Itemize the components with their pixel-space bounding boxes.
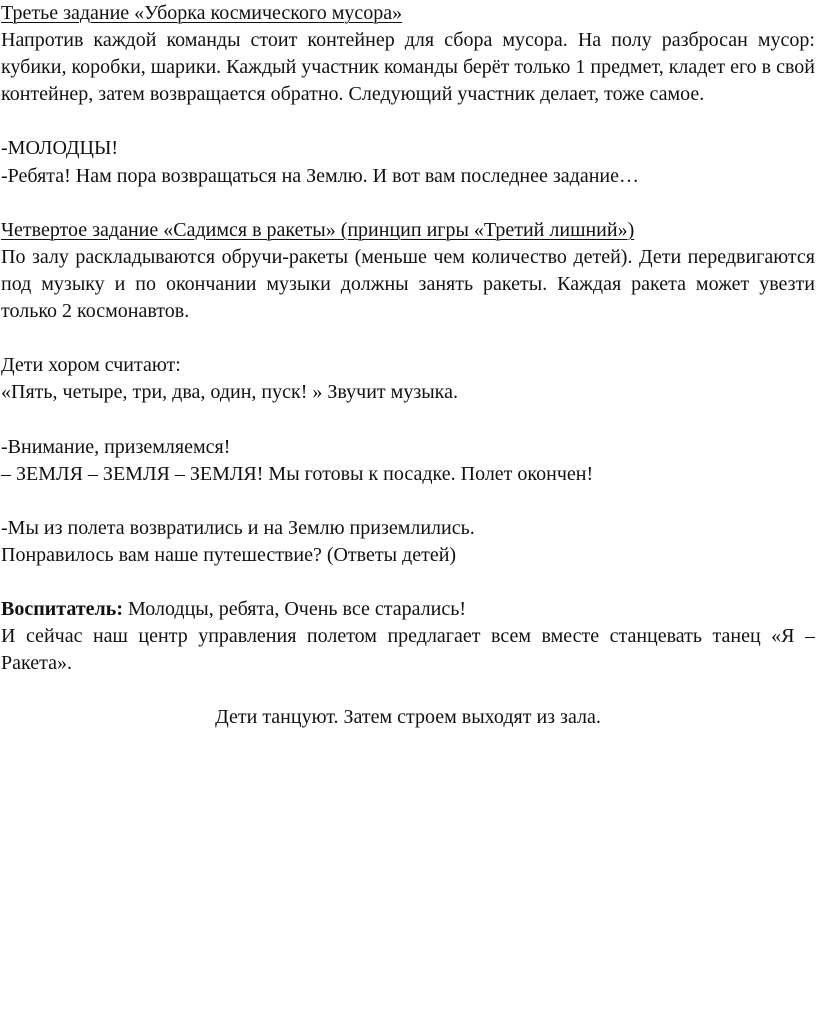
teacher-praise: Молодцы, ребята, Очень все старались! xyxy=(122,598,467,621)
return-line: -Мы из полета возвратились и на Землю приземлились. xyxy=(1,516,475,539)
teacher-line xyxy=(1,596,815,623)
spacer xyxy=(1,406,815,433)
task3-heading: Третье задание «Уборка космического мусора» xyxy=(1,2,403,24)
countdown-text: «Пять, четыре, три, два, один, пуск! » Звучит музыка. xyxy=(1,381,458,404)
task4-heading: Четвертое задание «Садимся в ракеты» (принцип игры «Третий лишний») xyxy=(1,218,635,241)
spacer xyxy=(1,325,815,352)
spacer xyxy=(1,190,815,217)
spacer xyxy=(1,677,815,704)
spacer xyxy=(1,569,815,596)
task3-description: Напротив каждой команды стоит контейнер для сбора мусора. На полу разбросан мусор: кубики, коробки, шарики. Каждый участник команды берёт только 1 предмет, кладет его в свой контейнер, затем возвращается обратно. Следующий участник делает, тоже самое. xyxy=(1,29,815,106)
closing-line: Дети танцуют. Затем строем выходят из зала. xyxy=(215,706,601,729)
task4-description: По залу раскладываются обручи-ракеты (меньше чем количество детей). Дети передвигаются под музыку и по окончании музыки должны занять ракеты. Каждая ракета может увезти только 2 космонавтов. xyxy=(1,245,815,323)
landing-attention: -Внимание, приземляемся! xyxy=(1,435,231,458)
spacer xyxy=(1,488,815,515)
spacer xyxy=(1,108,815,135)
journey-question: Понравилось вам наше путешествие? (Ответы детей) xyxy=(1,543,457,566)
exclaim-return-earth: -Ребята! Нам пора возвращаться на Землю. И вот вам последнее задание… xyxy=(1,164,639,187)
landing-earth: – ЗЕМЛЯ – ЗЕМЛЯ – ЗЕМЛЯ! Мы готовы к посадке. Полет окончен! xyxy=(1,462,594,485)
teacher-dance-invite: И сейчас наш центр управления полетом предлагает всем вместе станцевать танец «Я – Ракета». xyxy=(1,625,815,675)
teacher-label: Воспитатель: xyxy=(1,598,123,621)
countdown-intro: Дети хором считают: xyxy=(1,354,181,377)
exclaim-well-done: -МОЛОДЦЫ! xyxy=(1,137,119,160)
